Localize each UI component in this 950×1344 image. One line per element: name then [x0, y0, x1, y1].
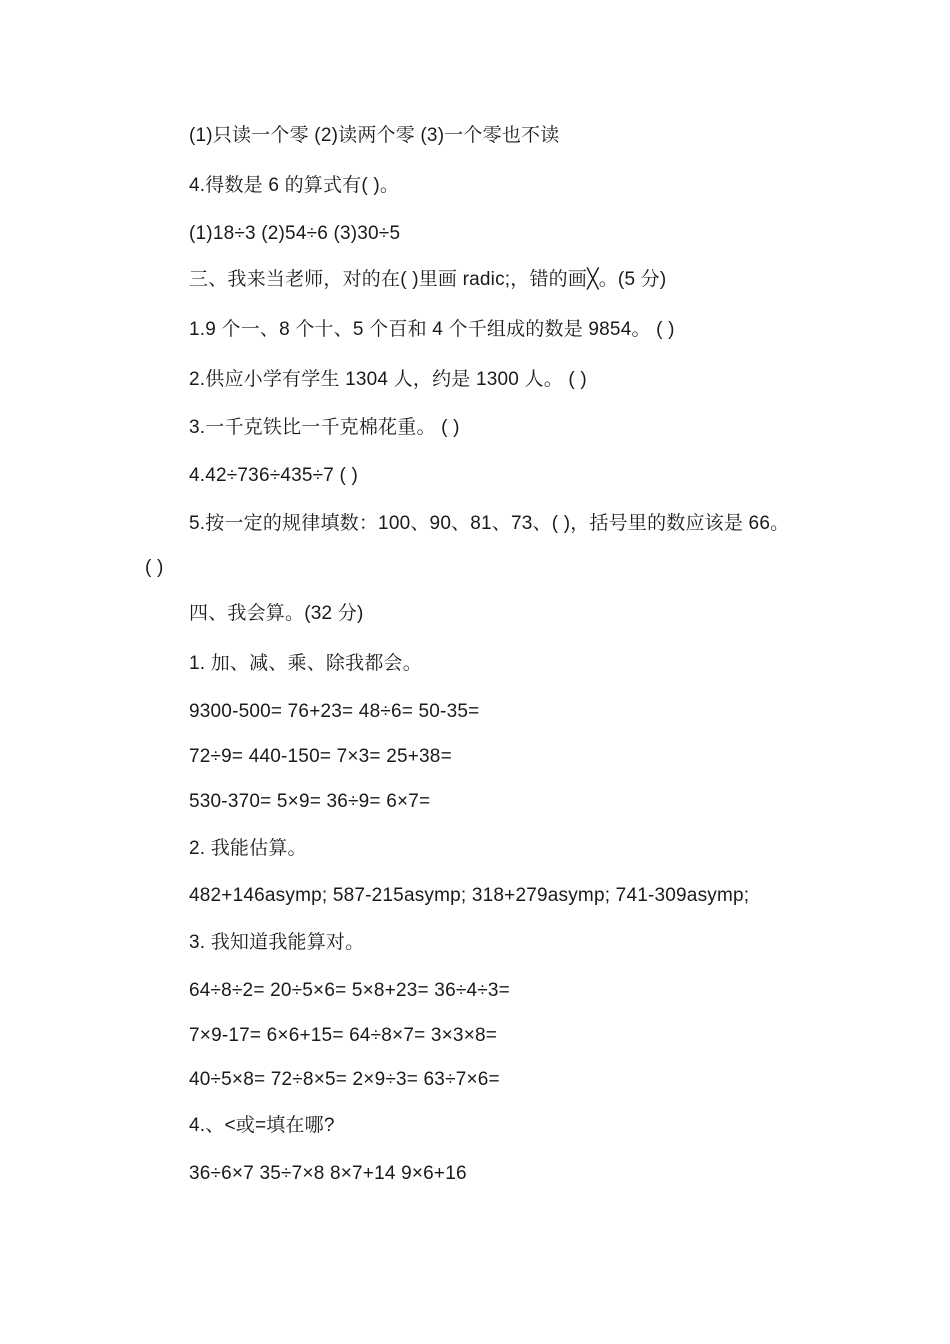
text-line-judge-4: 4.42÷736÷435÷7 ( )	[189, 465, 359, 486]
text-line-calc-1-row-2: 72÷9= 440-150= 7×3= 25+38=	[189, 746, 452, 767]
text-line-calc-3-row-1: 64÷8÷2= 20÷5×6= 5×8+23= 36÷4÷3=	[189, 980, 510, 1001]
text-line-question-4: 4.得数是 6 的算式有( )。	[189, 175, 400, 196]
text-line-calc-3-row-3: 40÷5×8= 72÷8×5= 2×9÷3= 63÷7×6=	[189, 1069, 500, 1090]
text-line-calc-1-row-3: 530-370= 5×9= 36÷9= 6×7=	[189, 791, 431, 812]
text-line-judge-2: 2.供应小学有学生 1304 人，约是 1300 人。 ( )	[189, 369, 587, 390]
section-heading-4: 四、我会算。(32 分)	[189, 603, 364, 624]
text-line-calc-1-title: 1. 加、减、乘、除我都会。	[189, 653, 422, 674]
text-line-judge-1: 1.9 个一、8 个十、5 个百和 4 个千组成的数是 9854。 ( )	[189, 319, 675, 340]
text-line-judge-5-bracket: ( )	[145, 557, 164, 578]
text-line-calc-3-row-2: 7×9-17= 6×6+15= 64÷8×7= 3×3×8=	[189, 1025, 498, 1046]
text-line-estimate-row: 482+146asymp; 587-215asymp; 318+279asymp; 741-309asymp;	[189, 885, 750, 906]
text-line-calc-1-row-1: 9300-500= 76+23= 48÷6= 50-35=	[189, 701, 480, 722]
text-line-judge-5: 5.按一定的规律填数：100、90、81、73、( )，括号里的数应该是 66。	[189, 513, 790, 534]
text-line-judge-3: 3.一千克铁比一千克棉花重。 ( )	[189, 417, 460, 438]
section-heading-3: 三、我来当老师，对的在( )里画 radic;，错的画╳。(5 分)	[189, 269, 667, 290]
text-line-option-zero-reading: (1)只读一个零 (2)读两个零 (3)一个零也不读	[189, 125, 560, 146]
text-line-calc-3-title: 3. 我知道我能算对。	[189, 932, 365, 953]
text-line-compare-row: 36÷6×7 35÷7×8 8×7+14 9×6+16	[189, 1163, 467, 1184]
text-line-question-4-options: (1)18÷3 (2)54÷6 (3)30÷5	[189, 223, 401, 244]
text-line-compare-title: 4.、<或=填在哪?	[189, 1115, 335, 1136]
text-line-calc-2-title: 2. 我能估算。	[189, 838, 307, 859]
